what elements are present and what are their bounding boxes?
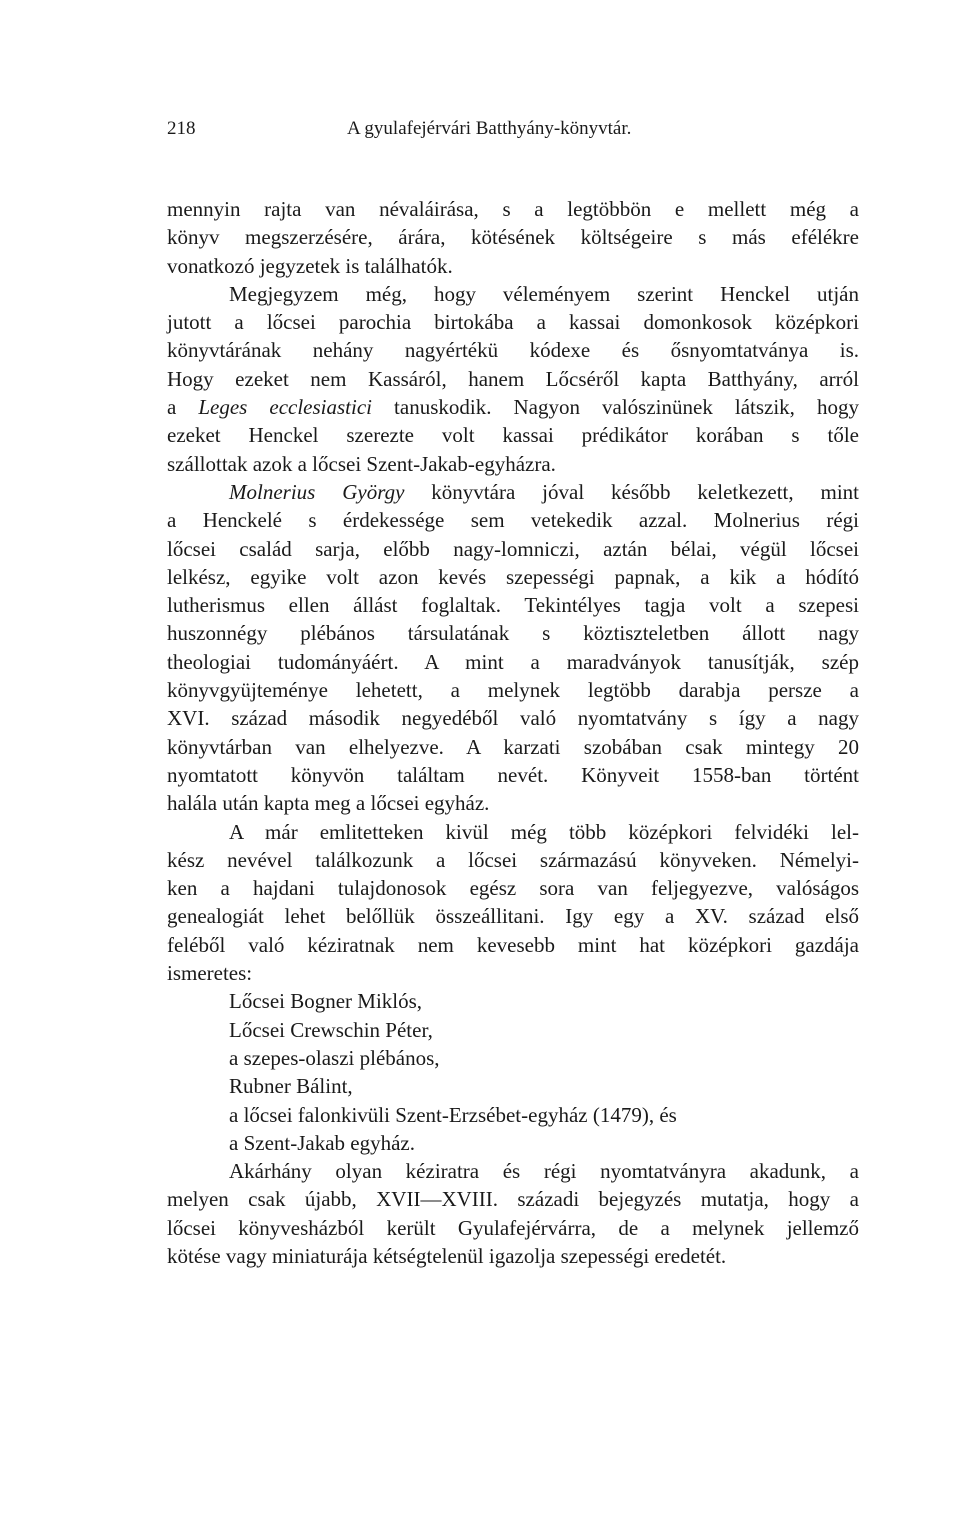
owners-list-item: a szepes-olaszi plébános,: [229, 1045, 440, 1070]
text-line: kész nevével találkozunk a lőcsei származású könyveken. Némelyi-: [167, 847, 859, 872]
text-line: mennyin rajta van névaláirása, s a legtöbbön e mellett még a: [167, 197, 859, 221]
text-line: XVI. század második negyedéből való nyomtatvány s így a nagy: [167, 706, 859, 731]
text-line: vonatkozó jegyzetek is találhatók.: [167, 253, 453, 278]
text-line: kötése vagy miniaturája kétségtelenül igazolja szepességi eredetét.: [167, 1243, 727, 1268]
text-line: Hogy ezeket nem Kassáról, hanem Lőcséről kapta Batthyány, arról: [167, 366, 859, 391]
page-number: 218: [167, 118, 196, 139]
text-line: jutott a lőcsei parochia birtokába a kassai domonkosok középkori: [167, 310, 859, 335]
text-line: Megjegyzem még, hogy véleményem szerint Henckel utján: [229, 281, 859, 306]
text-line: feléből való kéziratnak nem kevesebb mint hat középkori gazdája: [167, 932, 859, 957]
paragraph: [167, 280, 859, 478]
text-line: a Henckelé s érdekessége sem vetekedik azzal. Molnerius régi: [167, 508, 859, 533]
text-line: theologiai tudományáért. A mint a maradványok tanusítják, szép: [167, 649, 859, 674]
running-title: A gyulafejérvári Batthyány-könyvtár.: [347, 118, 632, 139]
text-line: szállottak azok a lőcsei Szent-Jakab-egyházra.: [167, 451, 556, 476]
italic-title: Molnerius György: [229, 479, 405, 504]
text-line: lőcsei könyvesházból került Gyulafejérvárra, de a melynek jellemző: [167, 1215, 859, 1240]
text-line: könyv megszerzésére, árára, kötésének költségeire s más efélékre: [167, 225, 859, 250]
text-line: könyvgyüjteménye lehetett, a melynek legtöbb darabja persze a: [167, 678, 859, 703]
italic-title: Leges ecclesiastici: [198, 395, 373, 420]
paragraph: [167, 195, 859, 280]
text-line: halála után kapta meg a lőcsei egyház.: [167, 791, 490, 816]
text-line: könyvtárának nehány nagyértékü kódexe és ősnyomtatványa is.: [167, 338, 859, 363]
text-line: könyvtárban van elhelyezve. A karzati szobában csak mintegy 20: [167, 734, 859, 759]
owners-list-item: a Szent-Jakab egyház.: [229, 1130, 415, 1155]
line-text: tanuskodik. Nagyon valószinünek látszik, hogy: [372, 395, 859, 420]
text-line: lutherismus ellen állást foglaltak. Tekintélyes tagja volt a szepesi: [167, 593, 859, 618]
paragraph: [167, 478, 859, 818]
text-line: ken a hajdani tulajdonosok egész sora van feljegyezve, valóságos: [167, 876, 859, 901]
book-page: [167, 118, 859, 1270]
text-line: melyen csak újabb, XVII—XVIII. századi bejegyzés mutatja, hogy a: [167, 1187, 859, 1212]
line-text: könyvtára jóval később keletkezett, mint: [404, 479, 859, 504]
text-line: nyomtatott könyvön találtam nevét. Könyveit 1558-ban történt: [167, 762, 859, 787]
text-line: Akárhány olyan kéziratra és régi nyomtatványra akadunk, a: [229, 1159, 859, 1184]
owners-list-item: Lőcsei Bogner Miklós,: [229, 989, 423, 1014]
text-line: ismeretes:: [167, 961, 253, 986]
text-line: [167, 478, 859, 506]
text-line: ezeket Henckel szerezte volt kassai prédikátor korában s tőle: [167, 423, 859, 448]
paragraph: [167, 818, 859, 988]
body-text: [167, 195, 859, 1270]
page-header: [167, 118, 859, 148]
owners-list: [167, 987, 859, 1157]
text-line: [167, 393, 859, 421]
text-line: lőcsei család sarja, előbb nagy-lomniczi, aztán bélai, végül lőcsei: [167, 536, 859, 561]
paragraph: [167, 1157, 859, 1270]
text-line: genealogiát lehet belőllük összeállitani. Igy egy a XV. század első: [167, 904, 859, 929]
text-line: huszonnégy plébános társulatának s köztiszteletben állott nagy: [167, 621, 859, 646]
text-line: lelkész, egyike volt azon kevés szepességi papnak, a kik a hódító: [167, 564, 859, 589]
owners-list-item: Rubner Bálint,: [229, 1074, 353, 1099]
owners-list-item: a lőcsei falonkivüli Szent-Erzsébet-egyház (1479), és: [229, 1102, 677, 1127]
owners-list-item: Lőcsei Crewschin Péter,: [229, 1017, 433, 1042]
text-line: A már emlitetteken kivül még több középkori felvidéki lel-: [229, 819, 859, 844]
line-text: a: [167, 395, 199, 420]
